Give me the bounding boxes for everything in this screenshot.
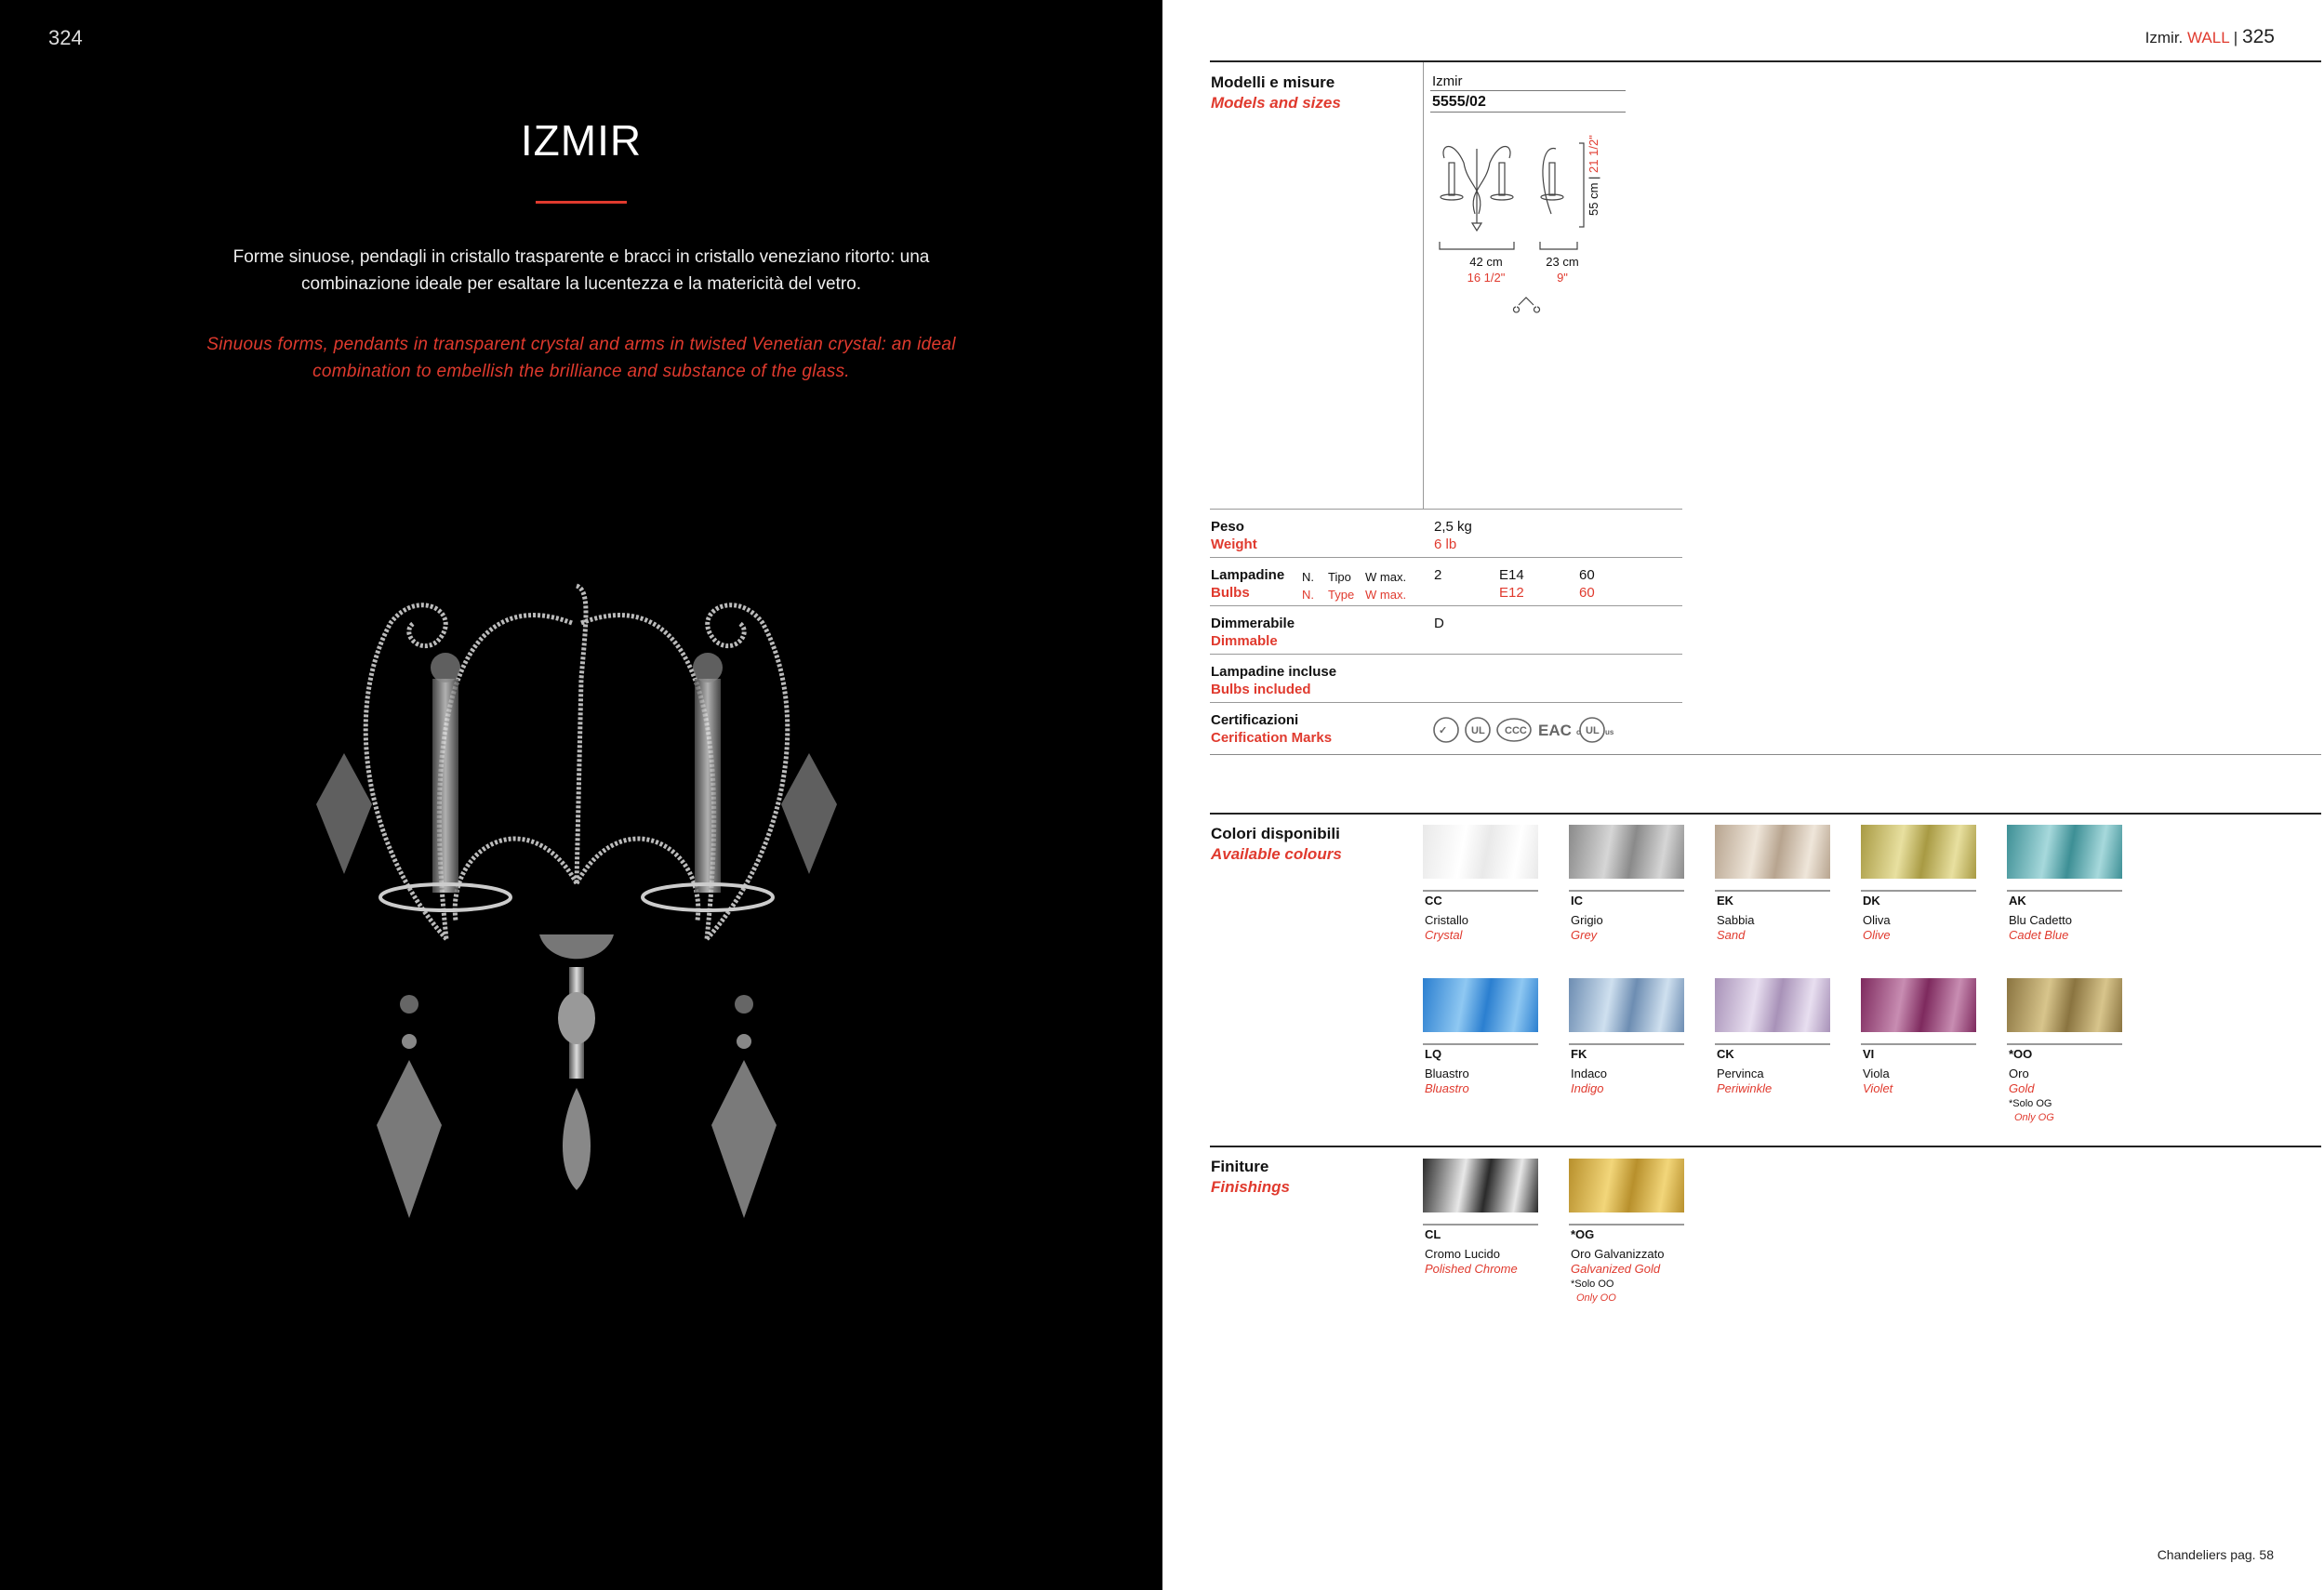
models-label: Modelli e misure Models and sizes [1211, 73, 1341, 112]
bulbs-wattage: 60 60 [1579, 567, 1595, 601]
colour-code: CK [1717, 1047, 1734, 1061]
finish-code: CL [1425, 1227, 1441, 1241]
bulbs-col-n: N. N. [1302, 570, 1314, 602]
colour-code: EK [1717, 894, 1734, 908]
svg-text:UL: UL [1471, 725, 1485, 736]
header-product: Izmir. [2145, 29, 2184, 46]
colour-name: Sabbia Sand [1717, 913, 1755, 942]
colour-swatch-vi [1861, 978, 1976, 1032]
certification-icons [1432, 714, 1618, 746]
dimmable-label: Dimmerabile Dimmable [1211, 616, 1295, 649]
models-column-divider [1423, 62, 1424, 509]
right-page [1162, 0, 2324, 1590]
colour-swatch-oo [2007, 978, 2122, 1032]
colour-code: IC [1571, 894, 1583, 908]
colour-name: Grigio Grey [1571, 913, 1603, 942]
colour-code: LQ [1425, 1047, 1442, 1061]
model-name: Izmir [1432, 73, 1463, 89]
finish-name: Cromo Lucido Polished Chrome [1425, 1247, 1518, 1276]
colour-code: DK [1863, 894, 1880, 908]
page-number-right: 325 [2241, 26, 2275, 47]
svg-text:EAC: EAC [1538, 722, 1572, 739]
model-code: 5555/02 [1432, 94, 1486, 110]
header-category: WALL [2187, 29, 2230, 46]
colour-code: *OO [2009, 1047, 2033, 1061]
certifications-label: Certificazioni Cerification Marks [1211, 712, 1333, 746]
colour-code: VI [1863, 1047, 1875, 1061]
colour-code: CC [1425, 894, 1442, 908]
header-separator: | [2233, 29, 2238, 46]
colour-swatch-ck [1715, 978, 1830, 1032]
weight-label: Peso Weight [1211, 519, 1257, 552]
colour-name: Oro Gold [2009, 1067, 2035, 1095]
bulbs-label: Lampadine Bulbs [1211, 567, 1285, 601]
width-dimension: 42 cm 16 1/2" [1467, 255, 1506, 285]
colours-rule [1210, 813, 2321, 815]
bulbs-col-type: Tipo Type [1328, 570, 1355, 602]
colour-name: Oliva Olive [1863, 913, 1891, 942]
description-english: Sinuous forms, pendants in transparent crystal and arms in twisted Venetian crystal: an ideal combination to embellish the brilliance and substance of the glass. [206, 335, 956, 381]
colour-swatch-ic [1569, 825, 1684, 879]
finishes-rule [1210, 1146, 2321, 1147]
dimmable-value: D [1434, 616, 1444, 631]
svg-text:UL: UL [1586, 725, 1600, 736]
bulbs-number: 2 [1434, 567, 1442, 583]
description-italian: Forme sinuose, pendagli in cristallo trasparente e bracci in cristallo veneziano ritorto: una combinazione ideale per esaltare la lucentezza e la matericità del vetro. [232, 247, 930, 294]
colour-swatch-ak [2007, 825, 2122, 879]
height-dimension: 55 cm | 21 1/2" [1587, 135, 1600, 216]
colour-name: Blu Cadetto Cadet Blue [2009, 913, 2072, 942]
colour-code: FK [1571, 1047, 1587, 1061]
finish-note: *Solo OO Only OO [1571, 1279, 1616, 1304]
bulbs-type: E14 E12 [1499, 567, 1524, 601]
svg-text:c: c [1576, 728, 1581, 736]
colour-code: AK [2009, 894, 2026, 908]
finish-swatch-cl [1423, 1159, 1538, 1212]
colour-name: Indaco Indigo [1571, 1067, 1608, 1095]
finish-code: *OG [1571, 1227, 1595, 1241]
colour-swatch-dk [1861, 825, 1976, 879]
svg-text:us: us [1605, 728, 1614, 736]
bulbs-included-label: Lampadine incluse Bulbs included [1211, 664, 1337, 697]
finish-name: Oro Galvanizzato Galvanized Gold [1571, 1247, 1665, 1276]
weight-value: 2,5 kg 6 lb [1434, 519, 1472, 552]
colour-swatch-ek [1715, 825, 1830, 879]
footer-reference: Chandeliers pag. 58 [2157, 1547, 2274, 1562]
colour-name: Pervinca Periwinkle [1717, 1067, 1773, 1095]
colour-name: Viola Violet [1863, 1067, 1893, 1095]
page-header [2145, 26, 2275, 48]
wall-lamp-photo [307, 567, 846, 1246]
page-number-left: 324 [48, 26, 83, 49]
depth-dimension: 23 cm 9" [1546, 255, 1579, 285]
colours-label: Colori disponibili Available colours [1211, 825, 1342, 863]
finishes-label: Finiture Finishings [1211, 1158, 1290, 1196]
bulbs-col-w: W max. W max. [1365, 570, 1407, 602]
product-title: IZMIR [520, 116, 643, 165]
title-divider [536, 201, 627, 204]
svg-text:CCC: CCC [1505, 725, 1527, 736]
colour-swatch-fk [1569, 978, 1684, 1032]
colour-name: Bluastro Bluastro [1425, 1067, 1469, 1095]
finish-swatch-og [1569, 1159, 1684, 1212]
colour-swatch-cc [1423, 825, 1538, 879]
svg-text:✓: ✓ [1439, 725, 1448, 736]
colour-swatch-lq [1423, 978, 1538, 1032]
top-rule [1210, 60, 2321, 62]
colour-name: Cristallo Crystal [1425, 913, 1468, 942]
colour-note: *Solo OG Only OG [2009, 1098, 2054, 1123]
